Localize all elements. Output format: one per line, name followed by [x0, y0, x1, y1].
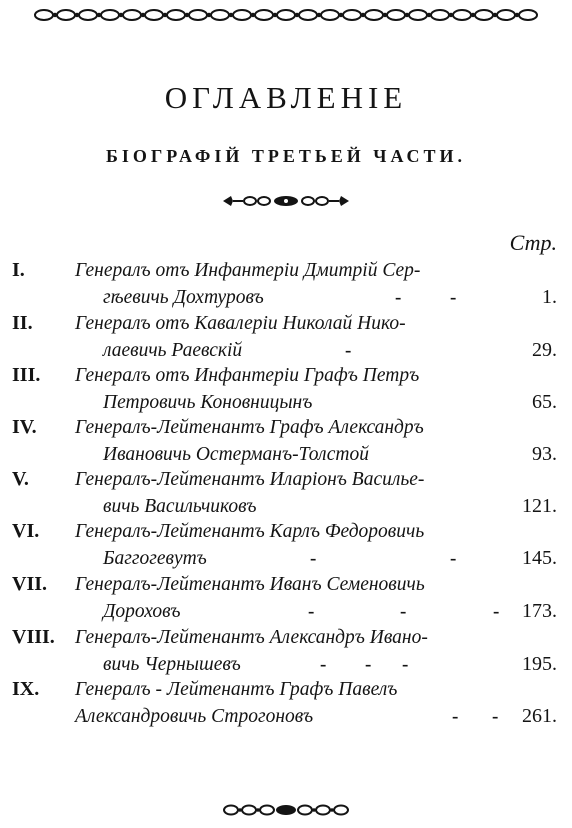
- entry-title-line1: Генералъ - Лейтенантъ Графъ Павелъ: [75, 679, 398, 700]
- entry-page-number: 29.: [532, 339, 557, 361]
- entry-page-number: 1.: [542, 286, 557, 308]
- top-rule-ornament: [0, 5, 572, 25]
- bottom-rule-ornament: [0, 800, 572, 820]
- entry-number: VI.: [12, 520, 40, 542]
- entry-page-number: 195.: [522, 653, 557, 675]
- leader-dashes: - -: [452, 706, 499, 727]
- leader-dashes: - -: [395, 287, 457, 308]
- entry-title-line2: лаевичь Раевскiй: [103, 340, 243, 361]
- entry-page-number: 121.: [522, 495, 557, 517]
- entry-title-line1: Генералъ отъ Инфантерiи Графъ Петръ: [75, 365, 420, 386]
- entry-number: III.: [12, 364, 41, 386]
- entry-title-line1: Генералъ-Лейтенантъ Иванъ Семеновичь: [75, 574, 425, 595]
- entry-page-number: 173.: [522, 600, 557, 622]
- chain-ornament-icon: [221, 800, 351, 820]
- divider-ornament: [0, 191, 572, 211]
- entry-number: II.: [12, 312, 33, 334]
- entry-number: VII.: [12, 573, 48, 595]
- entry-title-line1: Генералъ отъ Кавалерiи Николай Нико-: [75, 313, 406, 334]
- entry-title-line2: гѣевичь Дохтуровъ: [103, 287, 264, 308]
- leader-dashes: - -: [310, 548, 457, 569]
- entry-number: I.: [12, 259, 25, 281]
- fleuron-divider-icon: [221, 191, 351, 211]
- entry-title-line2: вичь Чернышевъ: [103, 654, 241, 675]
- entry-title-line1: Генералъ-Лейтенантъ Иларiонъ Василье-: [75, 469, 425, 490]
- entry-page-number: 65.: [532, 391, 557, 413]
- entry-title-line2: Петровичь Коновницынъ: [103, 392, 313, 413]
- entry-title-line2: Александровичь Строгоновъ: [75, 706, 314, 727]
- entry-title-line1: Генералъ-Лейтенантъ Александръ Ивано-: [75, 627, 428, 648]
- page-column-label: Стр.: [509, 230, 557, 255]
- entry-title-line2: Дороховъ: [103, 601, 181, 622]
- leader-dashes: -: [345, 340, 352, 361]
- chain-ornament-icon: [31, 5, 541, 25]
- entry-number: VIII.: [12, 626, 55, 648]
- leader-dashes: - - -: [320, 654, 409, 675]
- entry-number: V.: [12, 468, 29, 490]
- entry-page-number: 145.: [522, 547, 557, 569]
- leader-dashes: - - -: [308, 601, 500, 622]
- entry-title-line2: Баггогевутъ: [103, 548, 207, 569]
- entry-title-line1: Генералъ-Лейтенантъ Графъ Александръ: [75, 417, 424, 438]
- page-title: ОГЛАВЛЕНIЕ: [164, 80, 408, 115]
- entry-number: IX.: [12, 678, 40, 700]
- entry-title-line1: Генералъ-Лейтенантъ Карлъ Федоровичь: [75, 521, 425, 542]
- entry-title-line2: Ивановичь Остерманъ-Толстой: [103, 444, 369, 465]
- entry-page-number: 93.: [532, 443, 557, 465]
- entry-title-line1: Генералъ отъ Инфантерiи Дмитрiй Сер-: [75, 260, 421, 281]
- entry-number: IV.: [12, 416, 37, 438]
- entry-page-number: 261.: [522, 705, 557, 727]
- entry-title-line2: вичь Васильчиковъ: [103, 496, 257, 517]
- page-subtitle: БIОГРАФIЙ ТРЕТЬЕЙ ЧАСТИ.: [105, 146, 467, 166]
